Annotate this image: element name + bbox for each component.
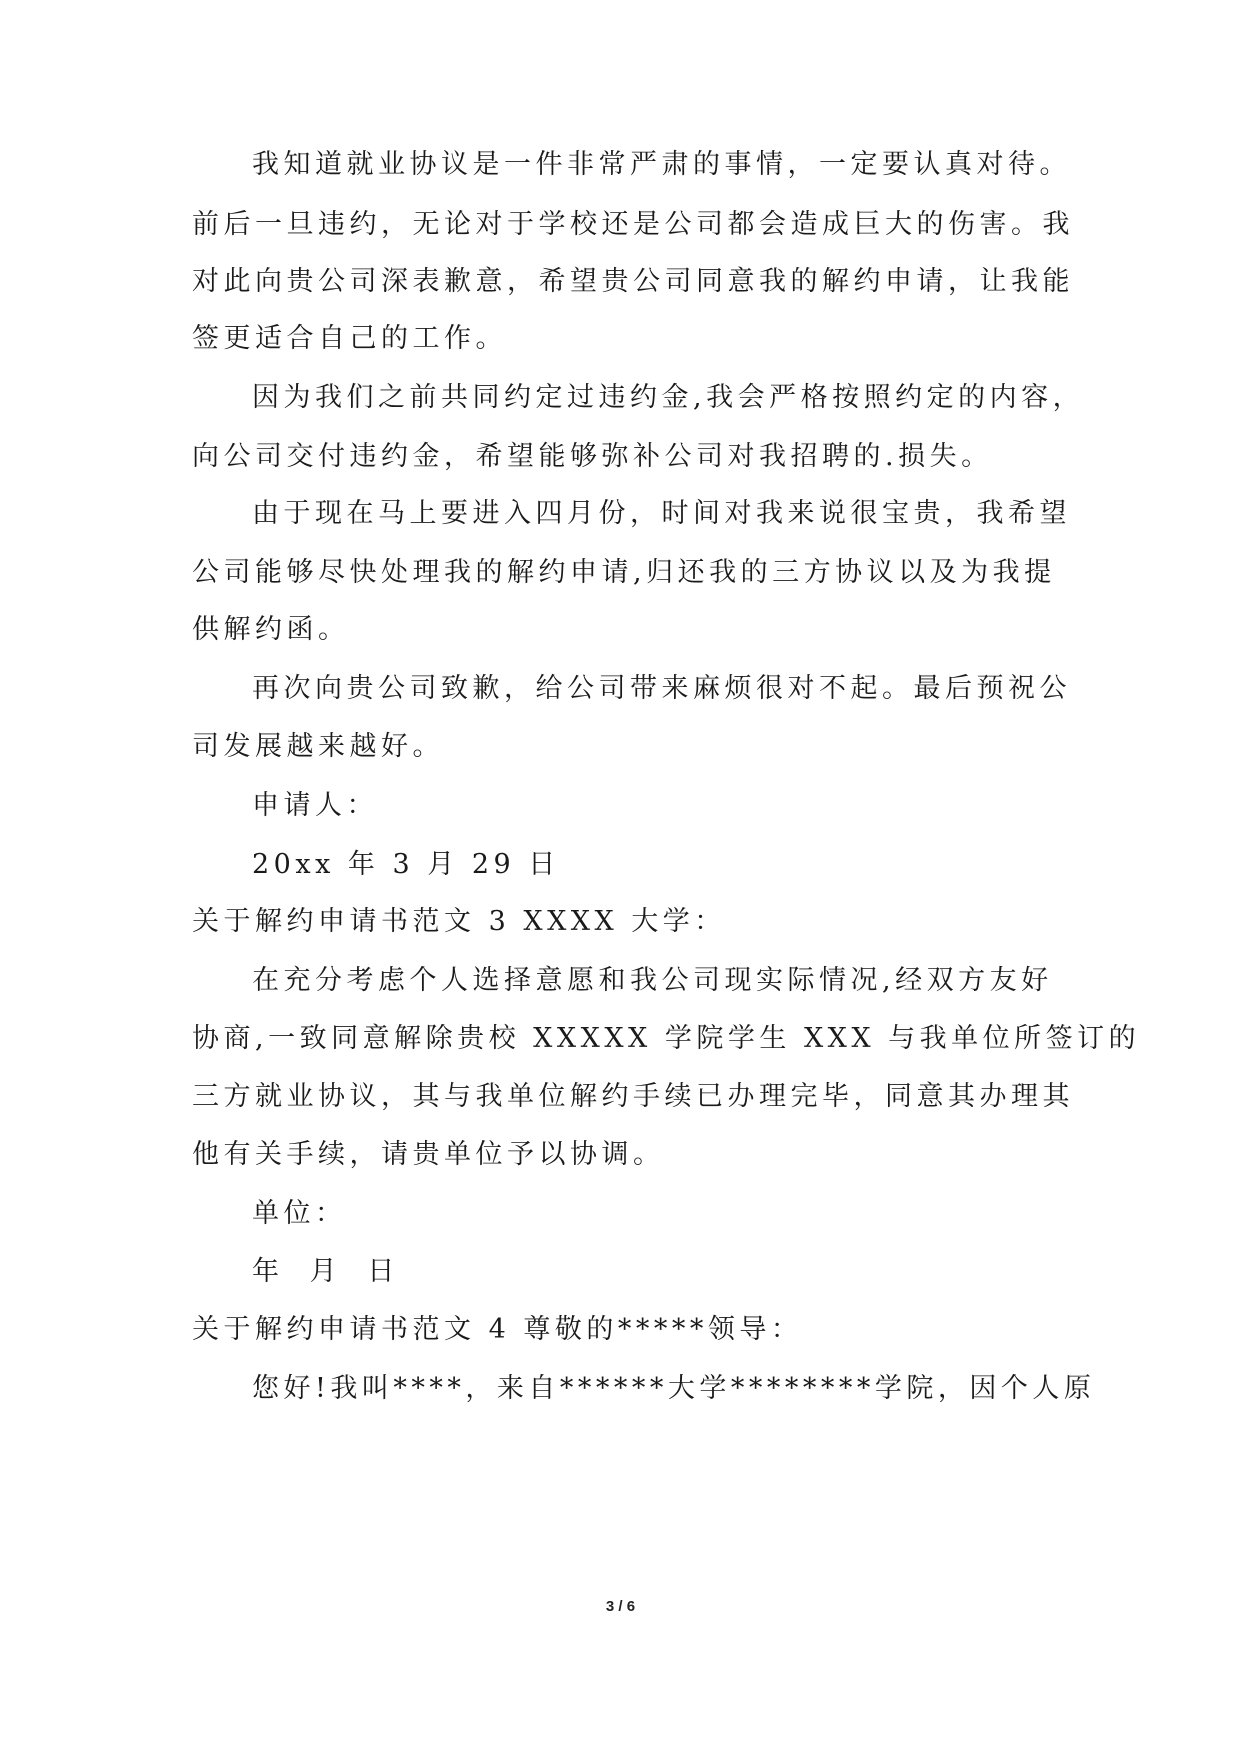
date-placeholder: 年 月 日 bbox=[252, 1256, 399, 1287]
unit-label: 单位： bbox=[252, 1198, 347, 1229]
paragraph-2-line-2: 向公司交付违约金，希望能够弥补公司对我招聘的.损失。 bbox=[192, 441, 993, 472]
page-number: 3 / 6 bbox=[605, 1598, 636, 1615]
paragraph-1-line-3: 对此向贵公司深表歉意，希望贵公司同意我的解约申请，让我能 bbox=[192, 266, 1074, 297]
sample-3-heading: 关于解约申请书范文 3 XXXX 大学： bbox=[192, 906, 726, 937]
paragraph-8-line-4: 他有关手续，请贵单位予以协调。 bbox=[192, 1139, 665, 1170]
paragraph-4-line-2: 司发展越来越好。 bbox=[192, 731, 444, 762]
application-date: 20xx 年 3 月 29 日 bbox=[252, 849, 560, 880]
paragraph-1-line-4: 签更适合自己的工作。 bbox=[192, 323, 507, 354]
paragraph-8-line-2: 协商,一致同意解除贵校 XXXXX 学院学生 XXX 与我单位所签订的 bbox=[192, 1023, 1141, 1054]
paragraph-8-line-1: 在充分考虑个人选择意愿和我公司现实际情况,经双方友好 bbox=[252, 965, 1053, 996]
paragraph-4-line-1: 再次向贵公司致歉，给公司带来麻烦很对不起。最后预祝公 bbox=[252, 673, 1071, 704]
applicant-label: 申请人： bbox=[252, 790, 378, 821]
paragraph-3-line-2: 公司能够尽快处理我的解约申请,归还我的三方协议以及为我提 bbox=[192, 557, 1056, 588]
paragraph-1-line-1: 我知道就业协议是一件非常严肃的事情，一定要认真对待。 bbox=[252, 149, 1071, 180]
paragraph-2-line-1: 因为我们之前共同约定过违约金,我会严格按照约定的内容， bbox=[252, 382, 1085, 413]
paragraph-8-line-3: 三方就业协议，其与我单位解约手续已办理完毕，同意其办理其 bbox=[192, 1081, 1074, 1112]
paragraph-3-line-3: 供解约函。 bbox=[192, 614, 350, 645]
paragraph-3-line-1: 由于现在马上要进入四月份，时间对我来说很宝贵，我希望 bbox=[252, 498, 1071, 529]
paragraph-1-line-2: 前后一旦违约，无论对于学校还是公司都会造成巨大的伤害。我 bbox=[192, 209, 1074, 240]
sample-4-heading: 关于解约申请书范文 4 尊敬的*****领导： bbox=[192, 1314, 803, 1345]
paragraph-12-line-1: 您好!我叫****，来自******大学********学院，因个人原 bbox=[252, 1373, 1096, 1404]
